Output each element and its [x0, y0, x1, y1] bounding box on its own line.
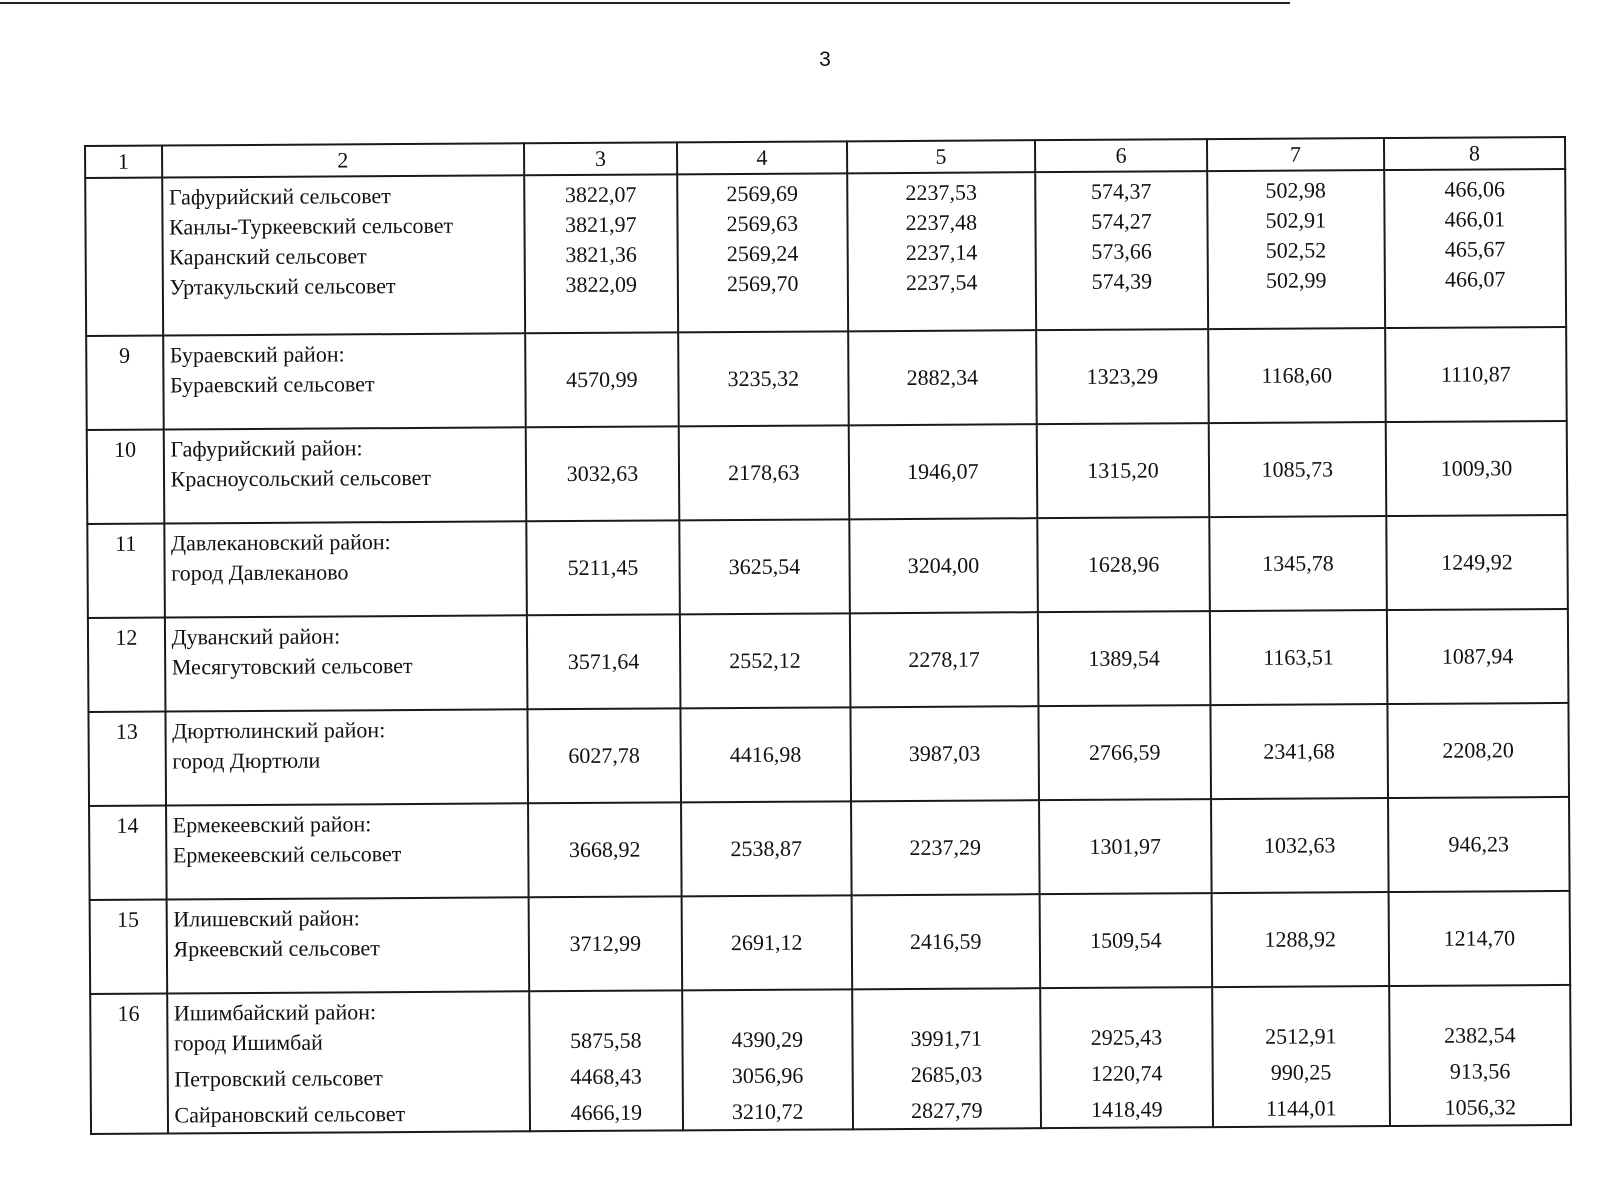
district-name: Давлекановский район: — [170, 529, 391, 556]
name-line: Каранский сельсовет — [169, 243, 367, 270]
header-cell: 2 — [162, 143, 524, 177]
value-cell: 2237,29 — [851, 800, 1040, 895]
value: 502,99 — [1265, 267, 1327, 293]
value-cell: 3204,00 — [849, 518, 1038, 613]
value: 2512,91 — [1264, 1023, 1337, 1049]
value-cell — [677, 173, 848, 332]
value-cell: 3987,03 — [850, 706, 1039, 801]
header-cell: 1 — [85, 146, 162, 178]
row-name — [165, 709, 528, 805]
header-cell: 5 — [847, 140, 1036, 173]
value-cell — [524, 174, 678, 333]
value-cell — [1212, 986, 1390, 1127]
value: 466,07 — [1444, 266, 1506, 292]
data-table — [84, 136, 1572, 1135]
value-cell — [1035, 171, 1208, 330]
value-cell: 1214,70 — [1388, 891, 1570, 986]
row-number: 9 — [86, 336, 163, 430]
settlement-name: Месягутовский сельсовет — [171, 653, 413, 680]
value-cell: 2416,59 — [851, 894, 1040, 989]
table-row — [88, 609, 1569, 712]
settlement-name: город Дюртюли — [172, 747, 321, 774]
value: 502,52 — [1265, 237, 1327, 263]
value-cell: 2341,68 — [1210, 704, 1388, 799]
value: 465,67 — [1444, 236, 1506, 262]
header-cell: 7 — [1207, 138, 1384, 171]
value-cell: 2552,12 — [680, 613, 850, 708]
settlement-name: Ермекеевский сельсовет — [172, 841, 402, 868]
value-cell: 1509,54 — [1040, 893, 1212, 988]
value-cell — [1389, 985, 1571, 1126]
value: 573,66 — [1091, 238, 1152, 264]
value-cell: 2691,12 — [682, 895, 852, 990]
row-number: 10 — [87, 430, 164, 524]
value: 466,01 — [1444, 206, 1506, 232]
value-cell: 3712,99 — [528, 896, 682, 991]
table-row — [85, 169, 1566, 336]
settlement-name: Сайрановский сельсовет — [174, 1101, 406, 1128]
district-name: Ишимбайский район: — [173, 999, 377, 1026]
value: 1418,49 — [1091, 1096, 1163, 1122]
value-cell: 5211,45 — [526, 520, 680, 615]
value: 3210,72 — [731, 1098, 804, 1125]
value: 2925,43 — [1090, 1024, 1163, 1050]
district-name: Дуванский район: — [171, 623, 341, 650]
page-number: 3 — [819, 48, 831, 71]
value: 3821,97 — [565, 211, 637, 238]
value: 2569,69 — [726, 180, 798, 207]
value-cell — [682, 989, 853, 1130]
row-name — [166, 897, 529, 993]
value-cell: 1288,92 — [1211, 892, 1389, 987]
value: 3991,71 — [910, 1025, 983, 1051]
value-cell: 2278,17 — [850, 612, 1039, 707]
value-cell: 2766,59 — [1039, 705, 1211, 800]
value: 990,25 — [1270, 1059, 1332, 1085]
value-cell: 2178,63 — [679, 425, 849, 520]
table-row — [86, 327, 1567, 430]
row-number: 11 — [87, 524, 164, 618]
header-cell: 3 — [524, 142, 677, 175]
value: 3822,09 — [565, 271, 638, 298]
header-cell: 8 — [1384, 137, 1565, 170]
settlement-name: город Давлеканово — [171, 559, 349, 586]
name-line: Гафурийский сельсовет — [168, 183, 391, 210]
value-cell — [1207, 170, 1385, 329]
row-name — [164, 615, 527, 711]
value-cell: 1009,30 — [1386, 421, 1568, 516]
value: 502,98 — [1265, 177, 1326, 203]
value-cell: 1389,54 — [1038, 611, 1210, 706]
row-number: 16 — [90, 994, 167, 1134]
settlement-name: Бураевский сельсовет — [169, 371, 375, 398]
district-name: Ермекеевский район: — [172, 811, 372, 838]
value: 2827,79 — [910, 1097, 983, 1123]
value: 2569,70 — [726, 270, 799, 297]
value-cell: 1628,96 — [1037, 517, 1209, 612]
value: 4390,29 — [731, 1026, 804, 1053]
value-cell: 1032,63 — [1211, 798, 1389, 893]
value: 574,37 — [1090, 178, 1152, 204]
value-cell: 2538,87 — [681, 801, 851, 896]
value: 2569,63 — [726, 210, 799, 237]
settlement-name: Петровский сельсовет — [174, 1065, 383, 1092]
value-cell: 6027,78 — [527, 708, 681, 803]
settlement-name: Яркеевский сельсовет — [173, 935, 380, 962]
value-cell — [852, 988, 1041, 1129]
value-cell: 1110,87 — [1385, 327, 1567, 422]
settlement-name: город Ишимбай — [173, 1029, 323, 1056]
value: 1220,74 — [1090, 1060, 1163, 1086]
value: 466,06 — [1444, 176, 1506, 202]
top-border-line — [0, 2, 1290, 4]
table-row — [88, 703, 1569, 806]
value-cell — [1384, 169, 1566, 328]
row-name — [166, 803, 529, 899]
value-cell: 1249,92 — [1386, 515, 1568, 610]
value: 2685,03 — [910, 1061, 983, 1087]
header-cell: 6 — [1035, 139, 1207, 172]
value-cell: 1345,78 — [1209, 516, 1387, 611]
value-cell: 1323,29 — [1036, 329, 1208, 424]
name-line: Уртакульский сельсовет — [169, 273, 396, 300]
header-cell: 4 — [677, 141, 847, 174]
value-cell: 1301,97 — [1039, 799, 1211, 894]
value-cell: 1946,07 — [848, 424, 1037, 519]
district-name: Гафурийский район: — [170, 435, 363, 462]
value: 574,27 — [1091, 208, 1152, 234]
value-cell: 1085,73 — [1209, 422, 1387, 517]
row-number: 12 — [88, 618, 165, 712]
value-cell: 3625,54 — [679, 519, 849, 614]
value-cell: 946,23 — [1388, 797, 1570, 892]
value: 502,91 — [1265, 207, 1327, 233]
value-cell: 1168,60 — [1208, 328, 1386, 423]
row-number: 14 — [89, 806, 166, 900]
district-name: Бураевский район: — [169, 341, 345, 368]
value-cell: 1163,51 — [1210, 610, 1388, 705]
value-cell: 1087,94 — [1387, 609, 1569, 704]
value-cell: 4416,98 — [680, 707, 850, 802]
value: 3056,96 — [731, 1062, 804, 1089]
value-cell: 4570,99 — [525, 332, 679, 427]
value-cell — [1040, 987, 1213, 1128]
row-name — [163, 427, 526, 523]
value-cell: 3668,92 — [528, 802, 682, 897]
row-number — [85, 178, 163, 336]
value-cell — [529, 990, 683, 1131]
value: 2237,48 — [905, 209, 978, 235]
value-cell: 1315,20 — [1037, 423, 1209, 518]
value: 1144,01 — [1265, 1095, 1337, 1121]
value-cell: 3571,64 — [527, 614, 681, 709]
value: 4666,19 — [570, 1099, 643, 1126]
value-cell: 2882,34 — [848, 330, 1037, 425]
value: 913,56 — [1449, 1058, 1511, 1084]
name-line: Канлы-Туркеевский сельсовет — [169, 212, 454, 240]
value: 3821,36 — [565, 241, 637, 268]
value: 574,39 — [1091, 268, 1153, 294]
district-name: Илишевский район: — [173, 905, 360, 932]
table-row — [89, 797, 1570, 900]
row-name — [164, 521, 527, 617]
value: 2237,54 — [905, 269, 978, 295]
value-cell — [847, 172, 1036, 331]
row-name — [163, 333, 526, 429]
value: 2569,24 — [726, 240, 799, 267]
value-cell: 3032,63 — [526, 426, 680, 521]
row-name — [162, 175, 525, 335]
row-number: 15 — [90, 900, 167, 994]
table-row — [87, 515, 1568, 618]
settlement-name: Красноусольский сельсовет — [170, 464, 432, 492]
value: 4468,43 — [570, 1063, 642, 1090]
value-cell: 3235,32 — [678, 331, 848, 426]
district-name: Дюртюлинский район: — [172, 717, 386, 744]
row-number: 13 — [88, 712, 165, 806]
value: 5875,58 — [570, 1027, 642, 1054]
value: 2237,14 — [905, 239, 978, 265]
value-cell: 2208,20 — [1387, 703, 1569, 798]
value: 3822,07 — [564, 181, 637, 208]
value: 2237,53 — [905, 179, 978, 205]
table-row — [87, 421, 1568, 524]
table-row — [90, 891, 1571, 994]
value: 1056,32 — [1444, 1094, 1517, 1120]
value: 2382,54 — [1444, 1022, 1516, 1048]
row-name — [167, 991, 530, 1133]
table-row — [90, 985, 1571, 1134]
